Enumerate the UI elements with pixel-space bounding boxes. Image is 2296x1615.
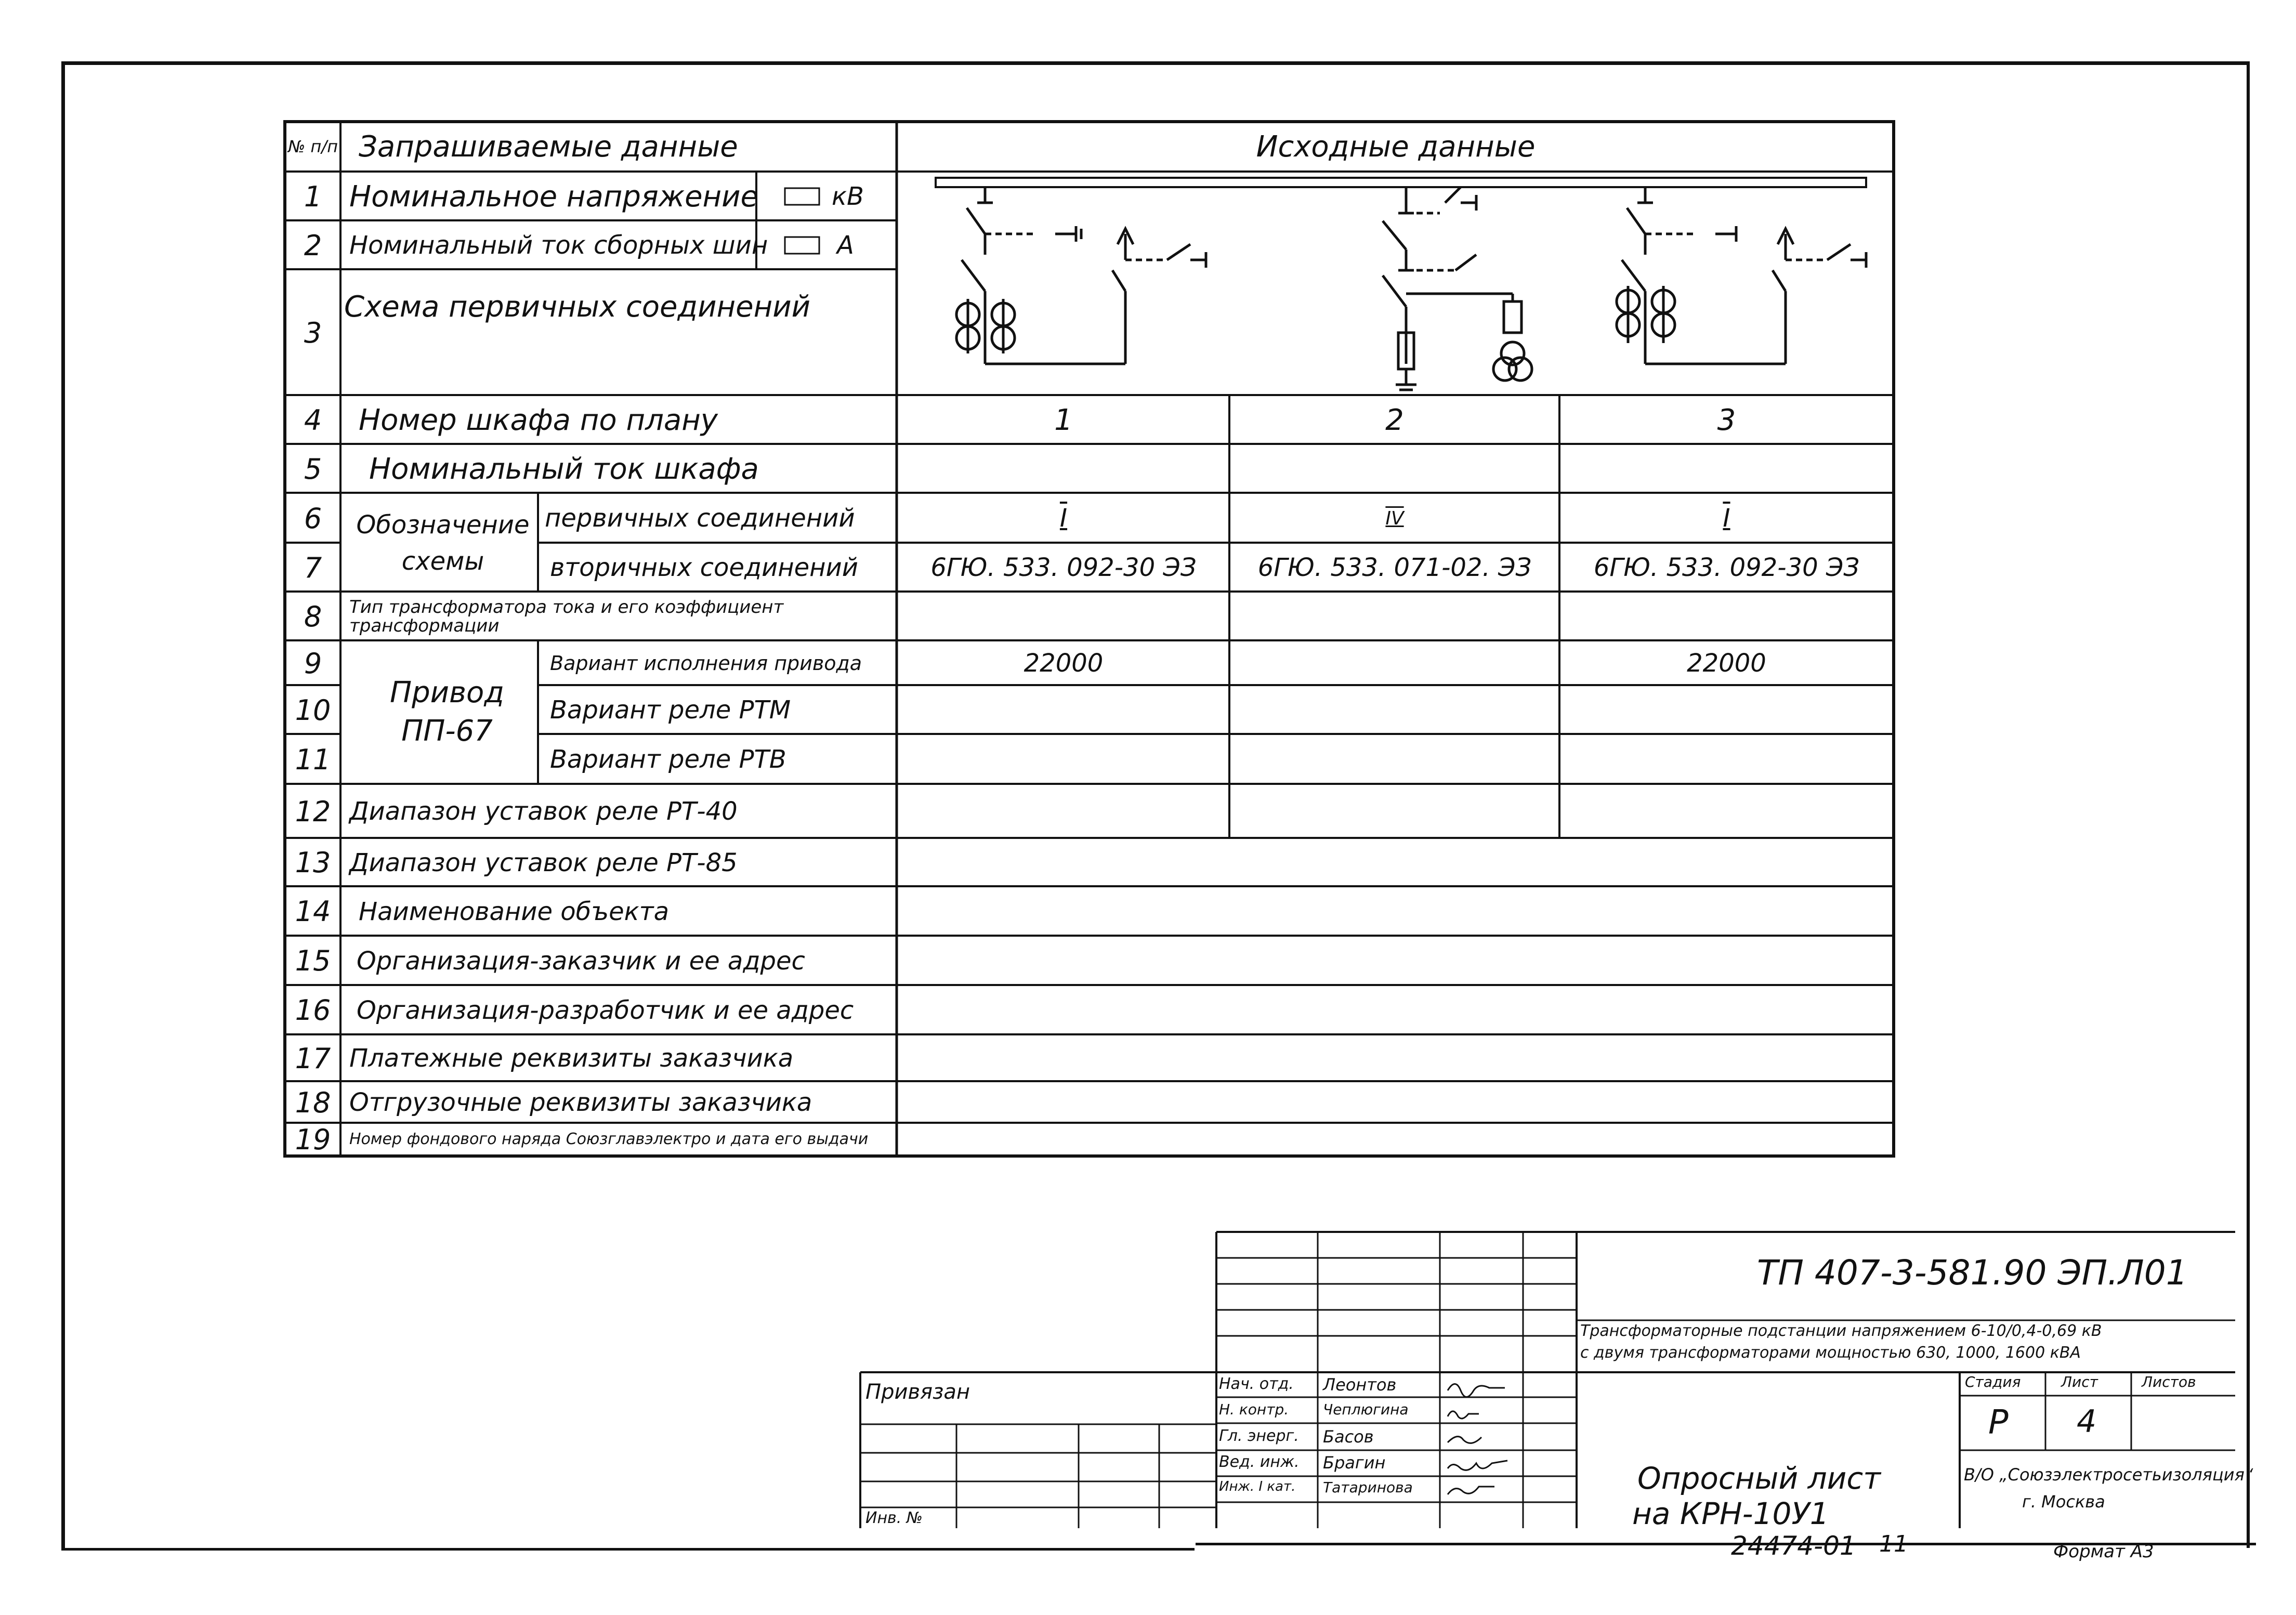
row-number: 8 [304, 600, 322, 633]
scheme-group-label: Обозначение схемы [356, 510, 530, 576]
row-number: 18 [295, 1086, 331, 1119]
row-label: первичных соединений [545, 504, 855, 533]
row-label: Вариант реле РТМ [550, 695, 791, 725]
signatory-role: Вед. инж. [1219, 1453, 1300, 1471]
row-label: Платежные реквизиты заказчика [349, 1044, 794, 1073]
drive-variant [1231, 641, 1558, 685]
row-number: 12 [295, 795, 331, 828]
unit-a: А [837, 231, 854, 260]
row-label: Вариант исполнения привода [550, 652, 862, 675]
row-label: Номер фондового наряда Союзглавэлектро и дата его выдачи [349, 1130, 869, 1148]
row-number: 10 [295, 693, 331, 727]
sheet-value: 4 [2077, 1403, 2097, 1440]
project-description-2: с двумя трансформаторами мощностью 630, 1000, 1600 кВА [1580, 1344, 2081, 1362]
row-number: 11 [295, 743, 331, 776]
row-number: 14 [295, 895, 331, 928]
inventory-number-label: Инв. № [865, 1509, 923, 1527]
signatory-name: Брагин [1323, 1453, 1386, 1473]
row-label: Номинальное напряжение [349, 179, 759, 214]
cabinet-number: 3 [1717, 403, 1736, 437]
primary-scheme-id: I [1723, 504, 1730, 533]
drive-variant: 22000 [1024, 649, 1104, 678]
col-header-requested: Запрашиваемые данные [359, 129, 738, 164]
drive-group-label: Привод ПП-67 [389, 676, 505, 748]
row-number: 9 [304, 647, 322, 680]
organization-1: В/О „Союзэлектросетьизоляция“ [1964, 1465, 2253, 1485]
privyazan-label: Привязан [865, 1380, 970, 1404]
paper-format: Формат А3 [2053, 1541, 2154, 1562]
signatory-role: Инж. I кат. [1219, 1479, 1296, 1494]
row-number: 1 [304, 180, 322, 213]
row-number: 7 [304, 551, 322, 584]
row-label: Схема первичных соединений [344, 290, 811, 324]
sheet-title-2: на КРН-10У1 [1632, 1496, 1829, 1531]
signatory-name: Татаринова [1323, 1479, 1413, 1496]
row-label: Организация-заказчик и ее адрес [357, 946, 805, 976]
row-label: Тип трансформатора тока и его коэффициент трансформации [349, 597, 784, 636]
primary-scheme-id: IV [1385, 507, 1404, 529]
cabinet-number: 2 [1385, 403, 1404, 437]
row-number: 15 [295, 944, 331, 977]
row-label: Диапазон уставок реле РТ-85 [349, 848, 738, 877]
drive-variant: 22000 [1687, 649, 1766, 678]
secondary-scheme-id: 6ГЮ. 533. 071-02. ЭЗ [1257, 553, 1532, 582]
row-number: 13 [295, 846, 331, 879]
row-label: Вариант реле РТВ [550, 745, 786, 774]
organization-2: г. Москва [2022, 1492, 2105, 1512]
stage-value: Р [1988, 1403, 2009, 1442]
row-number: 6 [304, 502, 322, 535]
signatory-name: Чеплюгина [1323, 1401, 1409, 1418]
secondary-scheme-id: 6ГЮ. 533. 092-30 ЭЗ [1593, 553, 1860, 582]
primary-scheme-diagram [936, 178, 1866, 390]
row-label: Номер шкафа по плану [359, 403, 718, 437]
row-number: 5 [304, 452, 322, 485]
row-label: Диапазон уставок реле РТ-40 [349, 797, 738, 826]
row-number: 3 [304, 316, 322, 349]
row-number: 16 [295, 994, 331, 1027]
row-number: 19 [295, 1123, 331, 1156]
sheets-label: Листов [2142, 1373, 2196, 1390]
signatory-role: Гл. энерг. [1219, 1427, 1299, 1445]
row-label: вторичных соединений [550, 553, 858, 582]
cabinet-number: 1 [1054, 403, 1073, 437]
archive-number: 24474-01 [1731, 1531, 1856, 1561]
sheet-title-1: Опросный лист [1637, 1461, 1881, 1496]
project-description-1: Трансформаторные подстанции напряжением 6-10/0,4-0,69 кВ [1580, 1322, 2102, 1340]
primary-scheme-id: I [1059, 504, 1068, 533]
row-label: Организация-разработчик и ее адрес [357, 995, 854, 1025]
signatory-role: Н. контр. [1219, 1401, 1289, 1418]
row-number: 2 [304, 229, 322, 262]
signatory-name: Басов [1323, 1427, 1374, 1447]
row-number: 4 [304, 403, 322, 437]
col-header-number: № п/п [287, 137, 338, 156]
unit-kv: кВ [832, 182, 864, 211]
row-label: Номинальный ток сборных шин [349, 231, 768, 260]
signatures [1442, 1372, 1520, 1507]
signatory-role: Нач. отд. [1219, 1375, 1294, 1393]
sheet-label: Лист [2061, 1373, 2098, 1390]
secondary-scheme-id: 6ГЮ. 533. 092-30 ЭЗ [930, 553, 1197, 582]
row-label: Наименование объекта [359, 897, 670, 926]
archive-page: 11 [1879, 1531, 1908, 1557]
row-label: Номинальный ток шкафа [369, 452, 759, 486]
row-number: 17 [295, 1042, 331, 1075]
row-label: Отгрузочные реквизиты заказчика [349, 1088, 812, 1117]
signatory-name: Леонтов [1323, 1375, 1397, 1395]
document-code: ТП 407-3-581.90 ЭП.Л01 [1757, 1253, 2188, 1293]
stage-label: Стадия [1965, 1373, 2021, 1390]
col-header-source: Исходные данные [1256, 129, 1536, 164]
